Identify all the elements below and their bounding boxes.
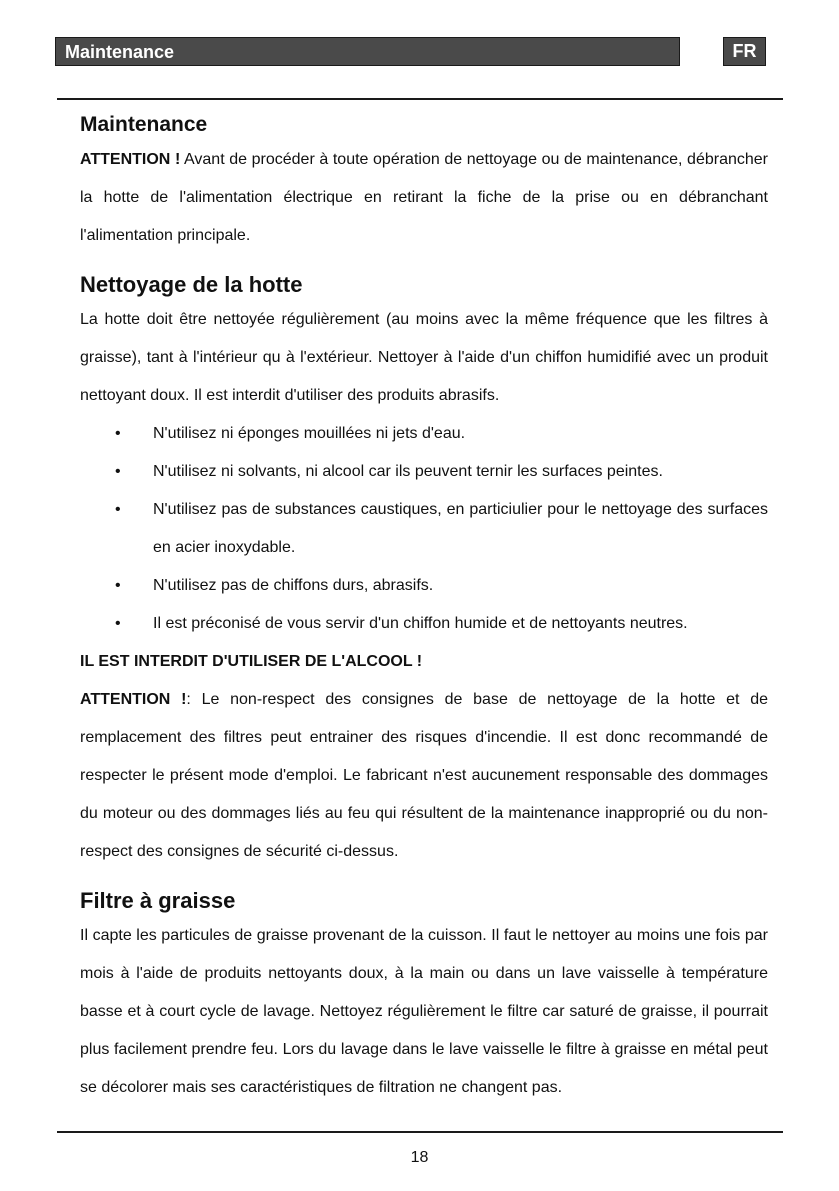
heading-nettoyage: Nettoyage de la hotte	[80, 272, 303, 297]
list-item: • N'utilisez ni éponges mouillées ni jets d'eau.	[80, 415, 768, 453]
nettoyage-intro: La hotte doit être nettoyée régulièrement (au moins avec la même fréquence que les filtres à graisse), tant à l'intérieur qu à l'extérieur. Nettoyer à l'aide d'un chiffon humidifié avec un produit nettoyant doux. Il est interdit d'utiliser des produits abrasifs.	[80, 311, 768, 404]
cleaning-bullet-list	[80, 415, 768, 643]
language-badge: FR	[723, 37, 766, 66]
list-item: • N'utilisez pas de chiffons durs, abrasifs.	[80, 567, 768, 605]
attention-label: ATTENTION !	[80, 151, 181, 168]
list-item: • N'utilisez pas de substances caustiques, en particiulier pour le nettoyage des surfaces en acier inoxydable.	[80, 491, 768, 567]
section-maintenance	[80, 109, 768, 255]
section-filtre	[80, 885, 768, 1107]
list-item: • N'utilisez ni solvants, ni alcool car ils peuvent ternir les surfaces peintes.	[80, 453, 768, 491]
nettoyage-attention-paragraph	[80, 681, 768, 871]
list-item: • Il est préconisé de vous servir d'un chiffon humide et de nettoyants neutres.	[80, 605, 768, 643]
filtre-paragraph: Il capte les particules de graisse provenant de la cuisson. Il faut le nettoyer au moins une fois par mois à l'aide de produits nettoyants doux, à la main ou dans un lave vaisselle à température basse et à court cycle de lavage. Nettoyez régulièrement le filtre car saturé de graisse, il pourrait plus facilement prendre feu. Lors du lavage dans le lave vaisselle le filtre à graisse en métal peut se décolorer mais ses caractéristiques de filtration ne changent pas.	[80, 927, 768, 1096]
heading-filtre: Filtre à graisse	[80, 888, 236, 913]
maintenance-attention-paragraph	[80, 141, 768, 255]
attention-text: Avant de procéder à toute opération de nettoyage ou de maintenance, débrancher la hotte de l'alimentation électrique en retirant la fiche de la prise ou en débranchant l'alimentation principale.	[80, 151, 768, 244]
page-content	[80, 109, 768, 1107]
section-nettoyage	[80, 269, 768, 871]
alcohol-warning: IL EST INTERDIT D'UTILISER DE L'ALCOOL !	[80, 653, 423, 670]
attention-text: : Le non-respect des consignes de base de nettoyage de la hotte et de remplacement des filtres peut entrainer des risques d'incendie. Il est donc recommandé de respecter le présent mode d'emploi. Le fabricant n'est aucunement responsable des dommages du moteur ou des dommages liés au feu qui résultent de la maintenance inapproprié ou du non-respect des consignes de sécurité ci-dessus.	[80, 691, 768, 860]
section-header-bar	[55, 37, 680, 66]
attention-label: ATTENTION !	[80, 691, 187, 708]
page-number: 18	[410, 1149, 429, 1166]
heading-maintenance: Maintenance	[80, 113, 208, 136]
header-title: Maintenance	[65, 42, 175, 62]
top-divider	[57, 98, 783, 100]
bottom-divider	[57, 1131, 783, 1133]
